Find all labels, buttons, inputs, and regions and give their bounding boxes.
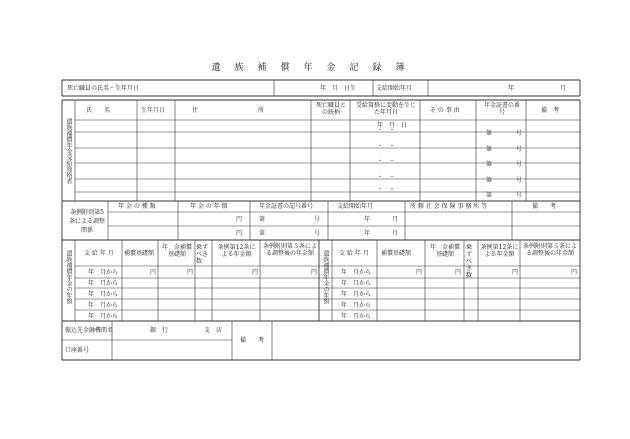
col-base: 補償基礎額 [124, 250, 155, 257]
deceased-name-label: 死亡職員の氏名・生年月日 [67, 85, 140, 92]
col-address: 住 所 [192, 107, 265, 114]
col-art5: 条例附則第５条による調整後の年金額 [522, 243, 577, 257]
month-unit: 月 [392, 216, 399, 223]
col-remarks: 備 考 [541, 107, 560, 114]
cert-go: 号 [516, 130, 523, 137]
col-kind: 年 金 の 種 類 [118, 203, 156, 210]
col-pay-month: 支 給 年 月 [84, 250, 114, 257]
year-label: 年 [508, 85, 515, 92]
yen-unit: 円 [311, 269, 318, 276]
annual-side-label: 遺族補償年金の年額 [65, 250, 72, 304]
annual-side-label-2: 遺族補償年金の年額 [322, 250, 329, 304]
date-dots: ・ ・ [377, 174, 396, 181]
adjust-side-label: 条例附則第5条による調整関係 [68, 209, 105, 234]
col-pension-base: 年 金補償基礎額 [429, 244, 460, 258]
col-reason: そ の 事 由 [430, 107, 460, 114]
ymd-hint: 年 月 日 [377, 122, 408, 129]
cert-dai: 第 [486, 161, 493, 168]
cert-go: 号 [314, 230, 321, 237]
col-base: 補償基礎額 [381, 250, 412, 257]
from-month: 年 月から [88, 280, 119, 287]
branch-unit: 支 店 [204, 327, 223, 334]
from-month: 年 月から [341, 313, 372, 320]
from-month: 年 月から [88, 302, 119, 309]
account-label: 口座番号 [65, 347, 90, 354]
cert-go: 号 [516, 192, 523, 199]
col-cert: 年金証書の記号番号 [259, 203, 314, 210]
col-birth: 生年月日 [141, 107, 166, 114]
col-art12: 条例第12条による年金額 [480, 244, 519, 258]
cert-dai: 第 [486, 192, 493, 199]
cert-go: 号 [516, 146, 523, 153]
year-unit: 年 [364, 216, 371, 223]
bank-label: 振込先金融機関名 [65, 327, 114, 334]
from-month: 年 月から [341, 269, 372, 276]
cert-go: 号 [516, 161, 523, 168]
cert-dai: 第 [259, 216, 266, 223]
col-multiplier: 乗ずべき数 [466, 244, 473, 279]
yen-unit: 円 [512, 269, 519, 276]
yen-unit: 円 [252, 269, 259, 276]
month-label: 月 [560, 85, 567, 92]
from-month: 年 月から [88, 269, 119, 276]
col-multiplier: 乗ずべき数 [196, 244, 209, 265]
yen-unit: 円 [416, 269, 423, 276]
cert-go: 号 [516, 177, 523, 184]
col-start: 支給開始年月 [337, 203, 374, 210]
date-dots: ・ ・ [377, 127, 396, 134]
col-pay-month: 支 給 年 月 [339, 250, 369, 257]
col-amount: 年 金 の 年 額 [190, 203, 228, 210]
yen-unit: 円 [150, 269, 157, 276]
col-remarks: 備 考 [532, 203, 557, 210]
yen-unit: 円 [236, 216, 243, 223]
from-month: 年 月から [341, 302, 372, 309]
date-dots: ・ ・ [377, 143, 396, 150]
year-unit: 年 [364, 230, 371, 237]
cert-dai: 第 [486, 177, 493, 184]
yen-unit: 円 [236, 230, 243, 237]
date-dots: ・ ・ [377, 158, 396, 165]
birth-date-label: 年 月 日生 [320, 85, 357, 92]
col-pension-base: 年 金補償基礎額 [161, 244, 192, 258]
col-change: 受給資格に変動を生じた年月日 [356, 102, 417, 116]
cert-dai: 第 [486, 130, 493, 137]
date-dots: ・ ・ [377, 186, 396, 193]
cert-go: 号 [314, 216, 321, 223]
cert-dai: 第 [259, 230, 266, 237]
page-title: 遺族補償年金記録簿 [211, 63, 419, 73]
col-office: 所 轄 社 会 保 険 事 務 所 等 [410, 203, 488, 210]
from-month: 年 月から [88, 291, 119, 298]
recipients-side-label: 遺族補償年金受給資格者 [65, 118, 72, 184]
month-unit: 月 [392, 230, 399, 237]
bank-remarks-label: 備 考 [240, 337, 265, 344]
col-art5: 条例附則第５条による調整後の年金額 [263, 243, 318, 257]
col-relation: 死亡職員との続柄 [315, 102, 346, 116]
pay-start-label: 支給開始年月 [376, 85, 413, 92]
bank-unit: 銀 行 [150, 327, 169, 334]
yen-unit: 円 [455, 269, 462, 276]
yen-unit: 円 [187, 269, 194, 276]
from-month: 年 月から [341, 280, 372, 287]
col-name: 氏 名 [86, 107, 111, 114]
col-art12: 条例第12条による年金額 [217, 244, 256, 258]
cert-dai: 第 [486, 146, 493, 153]
from-month: 年 月から [88, 313, 119, 320]
yen-unit: 円 [571, 269, 578, 276]
col-cert-no: 年金証書の番号 [483, 102, 520, 116]
from-month: 年 月から [341, 291, 372, 298]
